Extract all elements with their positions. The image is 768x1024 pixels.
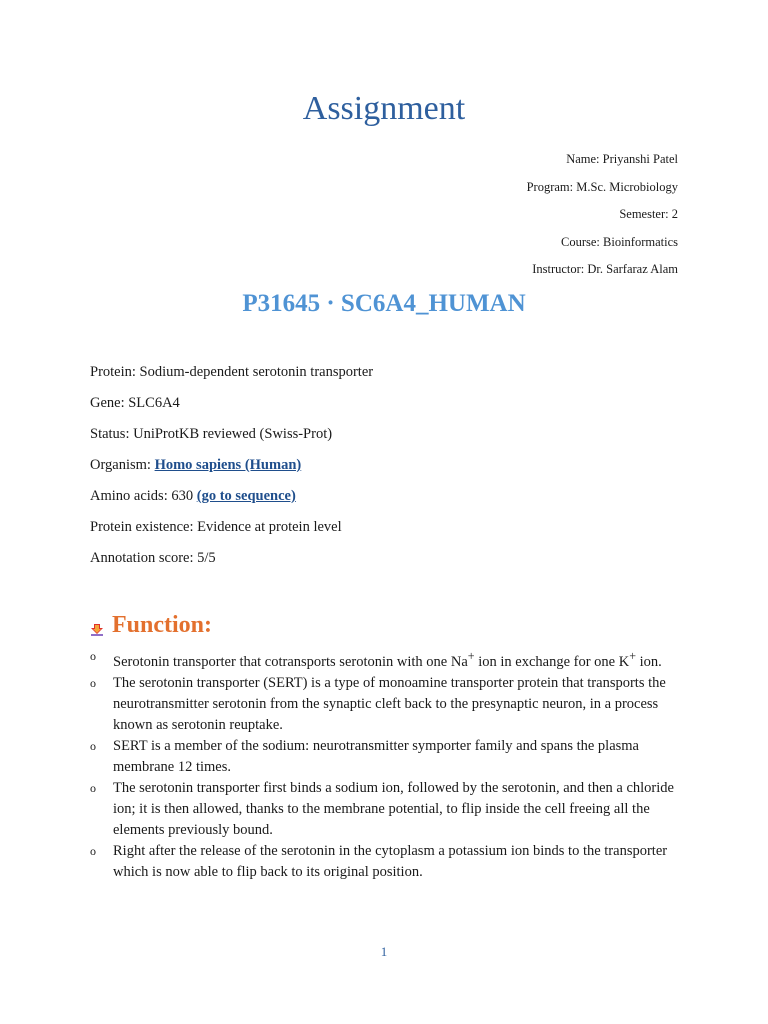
gene: Gene: SLC6A4	[90, 395, 180, 411]
student-info	[527, 152, 678, 290]
list-item: o SERT is a member of the sodium: neurotransmitter symporter family and spans the plasma membrane 12 times.	[90, 737, 639, 775]
function-header	[90, 612, 212, 639]
page-number: 1	[380, 944, 388, 959]
list-item: o The serotonin transporter first binds a sodium ion, followed by the serotonin, and then a chloride ion; it is then allowed, thanks to the membrane potential, to flip inside the cell freeing all the elements previously bound.	[90, 779, 674, 838]
organism-link[interactable]: Homo sapiens (Human)	[154, 457, 302, 473]
protein-heading: P31645 · SC6A4_HUMAN	[242, 290, 526, 317]
organism-row	[90, 457, 373, 488]
protein-name: Protein: Sodium-dependent serotonin transporter	[90, 364, 374, 380]
function-heading: Function:	[112, 612, 213, 638]
course: Course: Bioinformatics	[561, 234, 678, 249]
list-bullet: o	[90, 675, 96, 690]
amino-acids-row	[90, 488, 373, 519]
semester: Semester: 2	[619, 207, 678, 222]
list-item: o The serotonin transporter (SERT) is a type of monoamine transporter protein that transports the neurotransmitter serotonin from the synaptic cleft back to the presynaptic neuron, in a process known as serotonin reuptake.	[90, 674, 666, 733]
list-bullet: o	[90, 738, 96, 753]
instructor: Instructor: Dr. Sarfaraz Alam	[532, 262, 678, 277]
list-bullet: o	[90, 843, 96, 858]
protein-fields	[90, 364, 373, 581]
list-item: o Serotonin transporter that cotransports serotonin with one Na+ ion in exchange for one K+ ion.	[90, 646, 680, 673]
arrow-bullet-icon	[90, 622, 104, 636]
student-name: Name: Priyanshi Patel	[566, 152, 678, 166]
list-item: o Right after the release of the serotonin in the cytoplasm a potassium ion binds to the transporter which is now able to flip back to its original position.	[90, 842, 668, 880]
organism-label: Organism:	[90, 457, 155, 473]
function-list	[90, 646, 680, 883]
go-to-sequence-link[interactable]: (go to sequence)	[196, 488, 296, 504]
list-bullet: o	[90, 780, 96, 795]
status: Status: UniProtKB reviewed (Swiss-Prot)	[90, 426, 333, 442]
annotation-score: Annotation score: 5/5	[90, 550, 216, 566]
document-title: Assignment	[302, 90, 466, 127]
protein-existence: Protein existence: Evidence at protein level	[90, 519, 342, 535]
list-bullet: o	[90, 649, 96, 663]
program: Program: M.Sc. Microbiology	[526, 179, 678, 194]
amino-acids-label: Amino acids: 630	[90, 488, 197, 504]
